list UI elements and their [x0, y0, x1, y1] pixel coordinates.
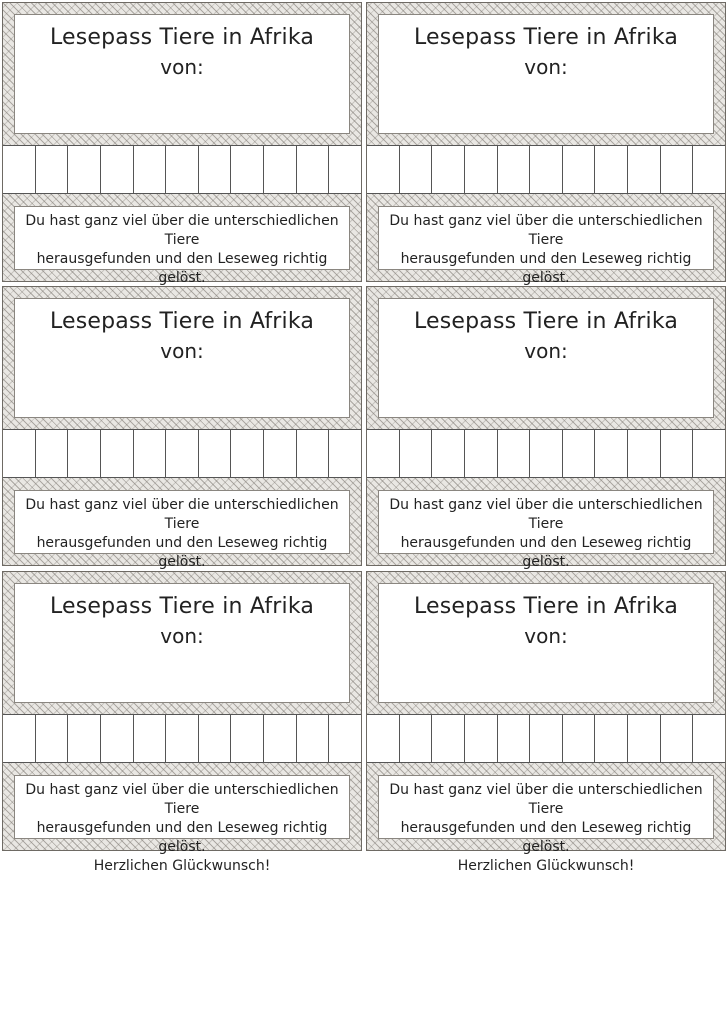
- stamp-box: [3, 146, 36, 193]
- stamp-box: [264, 430, 297, 477]
- stamp-box: [297, 430, 330, 477]
- stamp-boxes: [367, 714, 725, 763]
- stamp-boxes: [3, 145, 361, 194]
- stamp-box: [264, 715, 297, 762]
- stamp-box: [465, 146, 498, 193]
- message-panel: [14, 490, 350, 570]
- from-label: von:: [524, 55, 568, 79]
- message-panel: [378, 206, 714, 286]
- stamp-box: [530, 146, 563, 193]
- reading-pass-card: [366, 286, 726, 570]
- card-title: Lesepass Tiere in Afrika: [413, 309, 679, 334]
- message-panel: [378, 490, 714, 570]
- stamp-box: [68, 430, 101, 477]
- message-panel: [378, 775, 714, 874]
- stamp-box: [595, 430, 628, 477]
- stamp-box: [563, 715, 596, 762]
- stamp-box: [199, 430, 232, 477]
- reading-pass-card: [2, 2, 362, 286]
- stamp-box: [231, 430, 264, 477]
- stamp-box: [400, 430, 433, 477]
- reading-pass-card: [2, 571, 362, 874]
- title-panel: [378, 298, 714, 418]
- stamp-box: [400, 715, 433, 762]
- stamp-box: [199, 146, 232, 193]
- stamp-boxes: [367, 145, 725, 194]
- message-line: Du hast ganz viel über die unterschiedlichen Tiere: [389, 497, 703, 532]
- stamp-box: [595, 715, 628, 762]
- stamp-box: [595, 146, 628, 193]
- from-label: von:: [160, 55, 204, 79]
- stamp-box: [68, 146, 101, 193]
- card-title: Lesepass Tiere in Afrika: [413, 25, 679, 50]
- stamp-box: [661, 715, 694, 762]
- stamp-box: [166, 146, 199, 193]
- message-line: herausgefunden und den Leseweg richtig gelöst.: [36, 251, 328, 286]
- from-label: von:: [160, 339, 204, 363]
- stamp-box: [367, 430, 400, 477]
- message-line: Du hast ganz viel über die unterschiedlichen Tiere: [389, 213, 703, 248]
- stamp-box: [3, 430, 36, 477]
- card-title: Lesepass Tiere in Afrika: [49, 25, 315, 50]
- reading-pass-card: [366, 2, 726, 286]
- stamp-box: [432, 146, 465, 193]
- stamp-box: [563, 430, 596, 477]
- stamp-box: [199, 715, 232, 762]
- message-line: Du hast ganz viel über die unterschiedlichen Tiere: [25, 782, 339, 817]
- reading-pass-card: [2, 286, 362, 570]
- stamp-box: [530, 715, 563, 762]
- stamp-box: [498, 146, 531, 193]
- message-panel: [14, 775, 350, 874]
- stamp-box: [563, 146, 596, 193]
- title-panel: [378, 583, 714, 703]
- stamp-box: [367, 146, 400, 193]
- from-label: von:: [524, 339, 568, 363]
- title-panel: [378, 14, 714, 134]
- stamp-box: [367, 715, 400, 762]
- stamp-box: [661, 430, 694, 477]
- stamp-box: [498, 430, 531, 477]
- message-line: herausgefunden und den Leseweg richtig gelöst.: [36, 820, 328, 855]
- stamp-box: [134, 146, 167, 193]
- stamp-box: [36, 430, 69, 477]
- stamp-box: [231, 715, 264, 762]
- stamp-box: [231, 146, 264, 193]
- stamp-box: [329, 715, 361, 762]
- stamp-boxes: [367, 429, 725, 478]
- stamp-box: [329, 430, 361, 477]
- stamp-box: [264, 146, 297, 193]
- stamp-box: [432, 430, 465, 477]
- title-panel: [14, 298, 350, 418]
- stamp-box: [432, 715, 465, 762]
- stamp-box: [693, 430, 725, 477]
- stamp-box: [465, 715, 498, 762]
- from-label: von:: [160, 624, 204, 648]
- from-label: von:: [524, 624, 568, 648]
- stamp-boxes: [3, 429, 361, 478]
- stamp-box: [101, 146, 134, 193]
- stamp-box: [628, 430, 661, 477]
- stamp-box: [101, 430, 134, 477]
- message-line: Du hast ganz viel über die unterschiedlichen Tiere: [25, 497, 339, 532]
- stamp-box: [166, 715, 199, 762]
- stamp-boxes: [3, 714, 361, 763]
- message-line: herausgefunden und den Leseweg richtig gelöst.: [400, 251, 692, 286]
- card-title: Lesepass Tiere in Afrika: [49, 594, 315, 619]
- stamp-box: [101, 715, 134, 762]
- stamp-box: [134, 715, 167, 762]
- message-line: herausgefunden und den Leseweg richtig gelöst.: [400, 820, 692, 855]
- stamp-box: [36, 715, 69, 762]
- stamp-box: [465, 430, 498, 477]
- stamp-box: [693, 146, 725, 193]
- title-panel: [14, 14, 350, 134]
- stamp-box: [498, 715, 531, 762]
- stamp-box: [661, 146, 694, 193]
- stamp-box: [166, 430, 199, 477]
- card-title: Lesepass Tiere in Afrika: [413, 594, 679, 619]
- reading-pass-card: [366, 571, 726, 874]
- stamp-box: [68, 715, 101, 762]
- stamp-box: [134, 430, 167, 477]
- stamp-box: [693, 715, 725, 762]
- message-line: herausgefunden und den Leseweg richtig gelöst.: [400, 535, 692, 570]
- message-line: Herzlichen Glückwunsch!: [93, 858, 271, 874]
- stamp-box: [329, 146, 361, 193]
- message-line: Herzlichen Glückwunsch!: [457, 858, 635, 874]
- message-line: Du hast ganz viel über die unterschiedlichen Tiere: [25, 213, 339, 248]
- stamp-box: [36, 146, 69, 193]
- stamp-box: [297, 146, 330, 193]
- message-panel: [14, 206, 350, 286]
- stamp-box: [628, 715, 661, 762]
- message-line: herausgefunden und den Leseweg richtig gelöst.: [36, 535, 328, 570]
- stamp-box: [530, 430, 563, 477]
- card-title: Lesepass Tiere in Afrika: [49, 309, 315, 334]
- stamp-box: [297, 715, 330, 762]
- message-line: Du hast ganz viel über die unterschiedlichen Tiere: [389, 782, 703, 817]
- stamp-box: [3, 715, 36, 762]
- stamp-box: [628, 146, 661, 193]
- title-panel: [14, 583, 350, 703]
- stamp-box: [400, 146, 433, 193]
